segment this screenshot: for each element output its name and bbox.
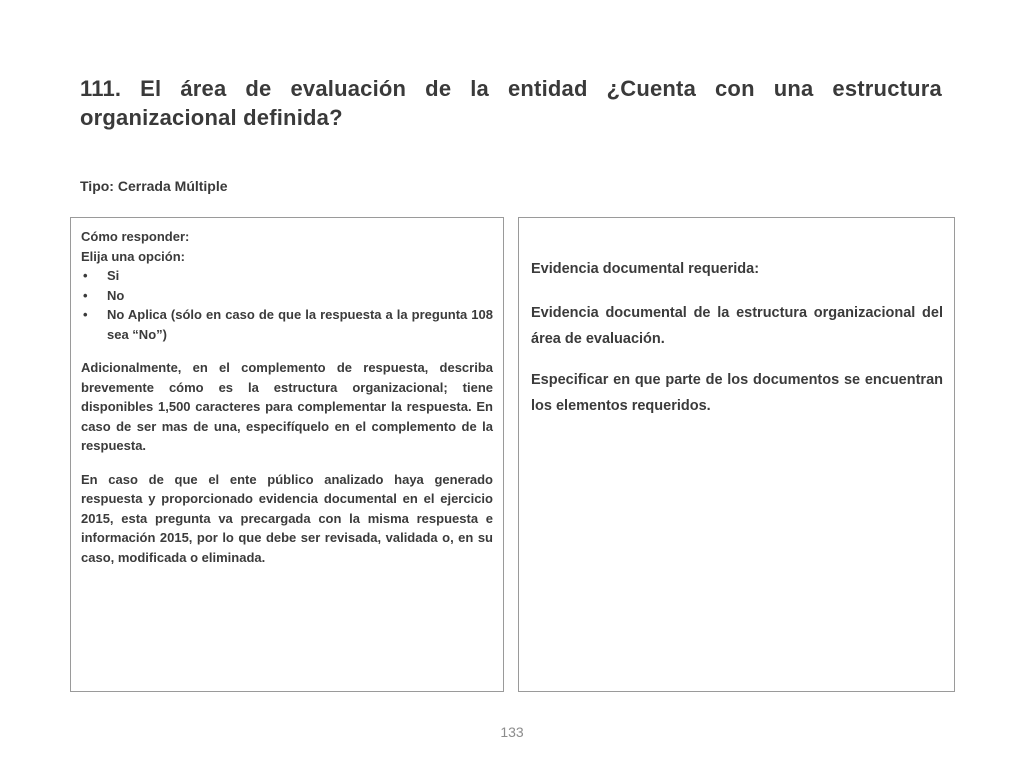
evidence-content <box>531 256 943 419</box>
bullet-icon: • <box>83 268 88 283</box>
evidence-paragraph-specify: Especificar en que parte de los documentos se encuentran los elementos requeridos. <box>531 372 943 414</box>
option-label-no-aplica: No Aplica (sólo en caso de que la respuesta a la pregunta 108 sea “No”) <box>107 307 493 342</box>
evidence-heading: Evidencia documental requerida: <box>531 261 760 277</box>
option-item <box>81 286 493 306</box>
slide-title: 111. El área de evaluación de la entidad ¿Cuenta con una estructura organizacional definida? <box>80 76 942 130</box>
evidence-panel <box>518 217 955 692</box>
bullet-icon: • <box>83 287 88 303</box>
how-to-answer-heading: Cómo responder: <box>81 229 190 244</box>
page-number: 133 <box>500 724 524 740</box>
instructions-paragraph-complement: Adicionalmente, en el complemento de respuesta, describa brevemente cómo es la estructura organizacional; tiene disponibles 1,500 caracteres para complementar la respuesta. En caso de ser mas de una, especifíquelo en el complemento de la respuesta. <box>81 360 493 453</box>
answer-options-list <box>81 266 493 344</box>
option-item <box>81 305 493 344</box>
bullet-icon: • <box>83 307 88 322</box>
question-type: Tipo: Cerrada Múltiple <box>80 178 228 194</box>
how-to-answer-content <box>81 227 493 567</box>
options-intro: Elija una opción: <box>81 248 186 264</box>
option-label-no: No <box>107 287 125 303</box>
evidence-paragraph-structure: Evidencia documental de la estructura organizacional del área de evaluación. <box>531 305 943 347</box>
option-label-si: Si <box>107 268 120 283</box>
option-item <box>81 266 493 286</box>
instructions-paragraph-preloaded: En caso de que el ente público analizado haya generado respuesta y proporcionado evidencia documental en el ejercicio 2015, esta pregunta va precargada con la misma respuesta e información 2015, por lo que debe ser revisada, validada o, en su caso, modificada o eliminada. <box>81 471 493 565</box>
how-to-answer-panel <box>70 217 504 692</box>
